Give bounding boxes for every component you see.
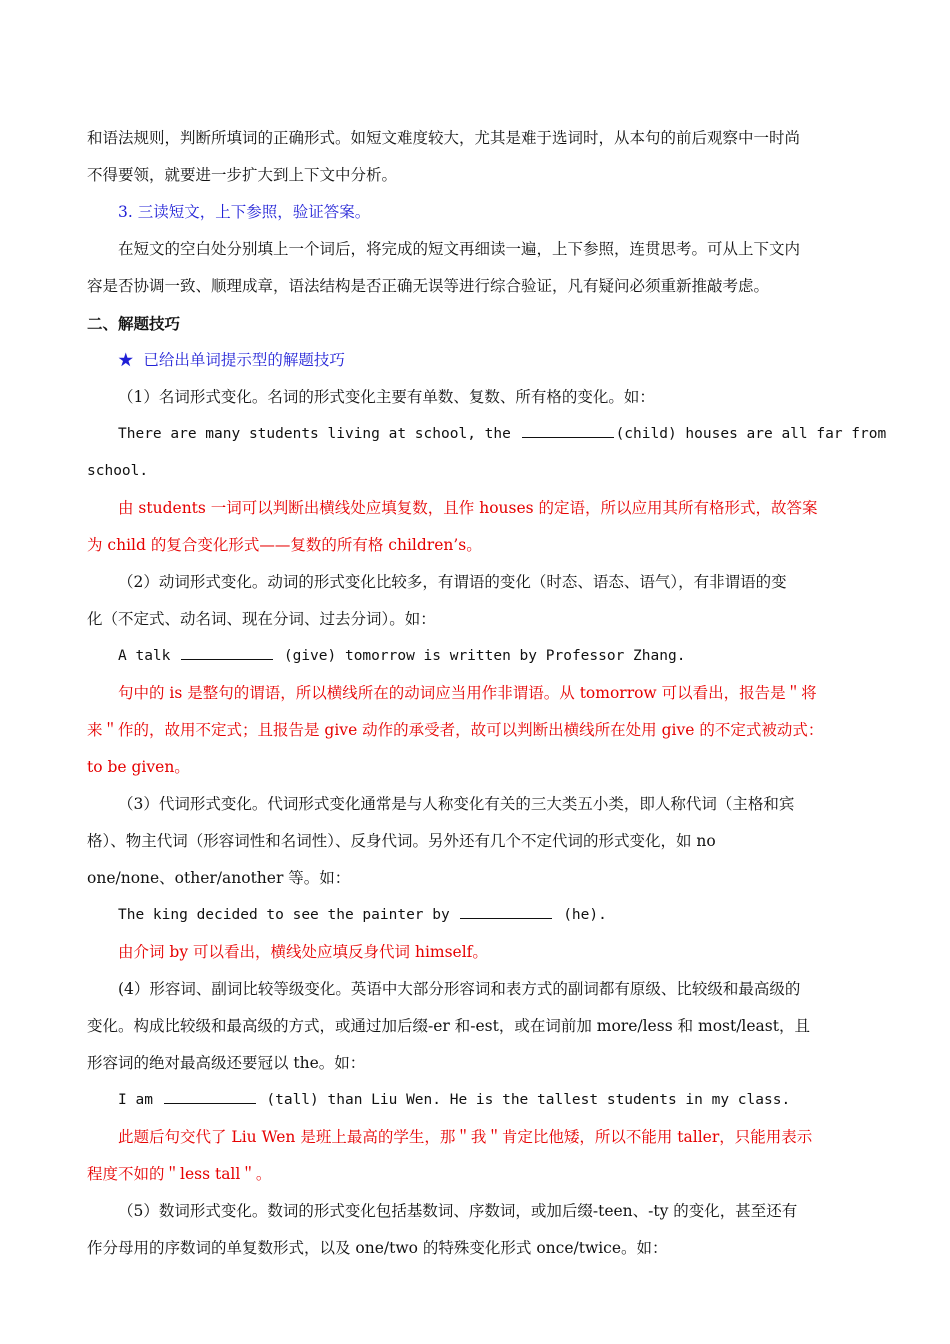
paragraph-line: 容是否协调一致、顺理成章，语法结构是否正确无误等进行综合验证，凡有疑问必须重新推敲考虑。 [87,277,770,295]
example-text: (tall) than Liu Wen. He is the tallest students in my class. [266,1092,791,1108]
paragraph-line: 和语法规则，判断所填词的正确形式。如短文难度较大，尤其是难于选词时，从本句的前后观察中一时尚 [87,129,801,147]
example-text: (give) tomorrow is written by Professor Zhang. [283,648,686,664]
example-line [87,897,867,934]
answer-line: 由介词 by 可以看出，横线处应填反身代词 himself。 [118,943,488,961]
point-line: （5）数词形式变化。数词的形式变化包括基数词、序数词，或加后缀-teen、-ty 的变化，甚至还有 [118,1202,798,1220]
section-heading: 二、解题技巧 [87,314,181,333]
point-line: （3）代词形式变化。代词形式变化通常是与人称变化有关的三大类五小类，即人称代词（主格和宾 [118,795,795,813]
example-text: A talk [118,648,171,664]
answer-line: 程度不如的＂less tall＂。 [87,1165,272,1183]
point-line: （1）名词形式变化。名词的形式变化主要有单数、复数、所有格的变化。如： [118,388,655,406]
paragraph-line: 在短文的空白处分别填上一个词后，将完成的短文再细读一遍，上下参照，连贯思考。可从上下文内 [118,240,801,258]
point-line: (4）形容词、副词比较等级变化。英语中大部分形容词和表方式的副词都有原级、比较级和最高级的 [118,980,801,998]
example-text: There are many students living at school, the [118,426,511,442]
point-line: one/none、other/another 等。如： [87,869,351,887]
fill-blank [181,645,273,660]
subsection-title: 已给出单词提示型的解题技巧 [143,351,345,369]
answer-line: 此题后句交代了 Liu Wen 是班上最高的学生，那＂我＂肯定比他矮，所以不能用 taller，只能用表示 [118,1128,813,1146]
example-text: (child) houses are all far from [615,426,887,442]
subsection-heading [87,342,867,379]
example-line [87,416,887,453]
point-line: 形容词的绝对最高级还要冠以 the。如： [87,1054,366,1072]
answer-line: to be given。 [87,758,190,776]
example-text: I am [118,1092,153,1108]
example-line: school. [87,463,149,479]
point-line: （2）动词形式变化。动词的形式变化比较多，有谓语的变化（时态、语态、语气），有非谓语的变 [118,573,787,591]
fill-blank [522,423,614,438]
example-line [87,638,867,675]
paragraph-line: 不得要领，就要进一步扩大到上下文中分析。 [87,166,398,184]
point-line: 化（不定式、动名词、现在分词、过去分词）。如： [87,610,436,628]
answer-line: 由 students 一词可以判断出横线处应填复数，且作 houses 的定语，所以应用其所有格形式，故答案 [118,499,818,517]
fill-blank [164,1089,256,1104]
star-icon: ★ [118,351,134,369]
fill-blank [460,904,552,919]
step-heading: 3. 三读短文，上下参照，验证答案。 [118,203,371,221]
example-text: (he). [563,907,607,923]
point-line: 格）、物主代词（形容词性和名词性）、反身代词。另外还有几个不定代词的形式变化，如 no [87,832,716,850]
point-line: 作分母用的序数词的单复数形式，以及 one/two 的特殊变化形式 once/twice。如： [87,1239,668,1257]
example-text: The king decided to see the painter by [118,907,450,923]
answer-line: 为 child 的复合变化形式——复数的所有格 children’s。 [87,536,482,554]
answer-line: 来＂作的，故用不定式；且报告是 give 动作的承受者，故可以判断出横线所在处用 give 的不定式被动式： [87,721,824,739]
point-line: 变化。构成比较级和最高级的方式，或通过加后缀-er 和-est，或在词前加 more/less 和 most/least，且 [87,1017,810,1035]
document-body [87,120,887,1267]
answer-line: 句中的 is 是整句的谓语，所以横线所在的动词应当用作非谓语。从 tomorrow 可以看出，报告是＂将 [118,684,817,702]
example-line [87,1082,867,1119]
